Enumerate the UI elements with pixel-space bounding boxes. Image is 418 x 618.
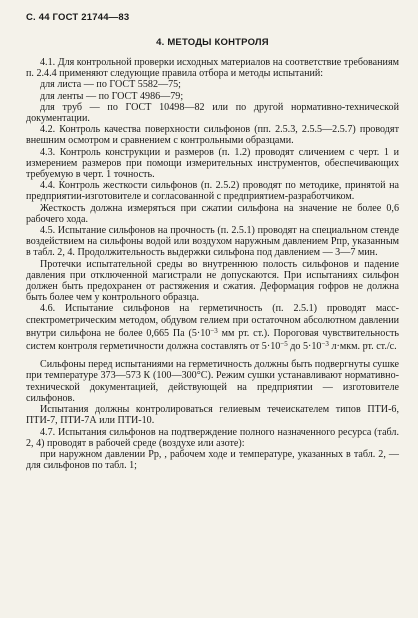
paragraph-4-4-stiffness: Жесткость должна измеряться при сжатии сильфона на значение не более 0,6 рабочего хода.: [26, 202, 399, 225]
document-body: [26, 57, 399, 471]
page-header: С. 44 ГОСТ 21744—83: [26, 12, 130, 23]
section-title: 4. МЕТОДЫ КОНТРОЛЯ: [156, 37, 269, 48]
p46-exp-3: −3: [321, 340, 329, 349]
p46-exp-2: −5: [280, 340, 288, 349]
paragraph-4-5-leaks: Протечки испытательной среды во внутреннюю полость сильфонов и падение давления при отключенной магистрали не допускаются. При испытаниях сильфон должен быть предохранен от растяжения и сжатия. Деформация гофров не должна быть более чем у контрольного образца.: [26, 258, 399, 304]
list-item-tubes: для труб — по ГОСТ 10498—82 или по другой нормативно-технической документации.: [26, 101, 399, 125]
paragraph-4-5: 4.5. Испытание сильфонов на прочность (п. 2.5.1) проводят на специальном стенде воздействием на сильфоны водой или воздухом наружным давлением Pпр, указанным в табл. 2, 4. Продолжительность выдержки сильфона под давлением — 3—7 мин.: [26, 225, 399, 259]
paragraph-4-4: 4.4. Контроль жесткости сильфонов (п. 2.5.2) проводят по методике, принятой на предприятии-изготовителе и согласованной с предприятием-разработчиком.: [26, 180, 399, 203]
p46-exp-1: −3: [210, 326, 218, 335]
paragraph-4-1: 4.1. Для контрольной проверки исходных материалов на соответствие требованиям п. 2.4.4 применяют следующие правила отбора и методы испытаний:: [26, 57, 399, 80]
paragraph-4-6: [26, 303, 399, 352]
paragraph-4-6-leak-detector: Испытания должны контролироваться гелиевым течеискателем типов ПТИ-6, ПТИ-7, ПТИ-7А или ПТИ-10.: [26, 404, 399, 427]
list-item-tape: для ленты — по ГОСТ 4986—79;: [40, 90, 184, 102]
p46-text-b: мм рт. ст.). Пороговая чувствительность систем контроля герметичности должна составлять от 5·10: [26, 327, 399, 353]
paragraph-4-6-drying: Сильфоны перед испытаниями на герметичность должны быть подвергнуты сушке при температуре 373—573 К (100—300°С). Режим сушки устанавливают нормативно-технической документацией, действующей на предприятии — изготовителе сильфонов.: [26, 359, 399, 404]
p46-text-c: до 5·10: [287, 341, 322, 353]
p46-text-d: л·мкм. рт. ст./с.: [328, 341, 397, 353]
list-item-sheet: для листа — по ГОСТ 5582—75;: [40, 79, 181, 91]
paragraph-4-2: 4.2. Контроль качества поверхности сильфонов (пп. 2.5.3, 2.5.5—2.5.7) проводят внешним осмотром и сравнением с контрольными образцами.: [26, 124, 399, 147]
p46-text-a: 4.6. Испытание сильфонов на герметичность (п. 2.5.1) проводят масс-спектрометрическим методом, обдувом гелием при остаточном абсолютном давлении внутри сильфона не более 0,665 Па (5·10: [26, 303, 399, 339]
paragraph-4-3: 4.3. Контроль конструкции и размеров (п. 1.2) проводят сличением с черт. 1 и измерением размеров при помощи измерительных инструментов, обеспечивающих требуемую в черт. 1 точность.: [26, 146, 399, 181]
paragraph-4-7-pressure: при наружном давлении Pр, , рабочем ходе и температуре, указанных в табл. 2, — для сильфонов по табл. 1;: [26, 448, 399, 472]
paragraph-4-7: 4.7. Испытания сильфонов на подтверждение полного назначенного ресурса (табл. 2, 4) проводят в рабочей среде (воздухе или азоте):: [26, 426, 399, 449]
